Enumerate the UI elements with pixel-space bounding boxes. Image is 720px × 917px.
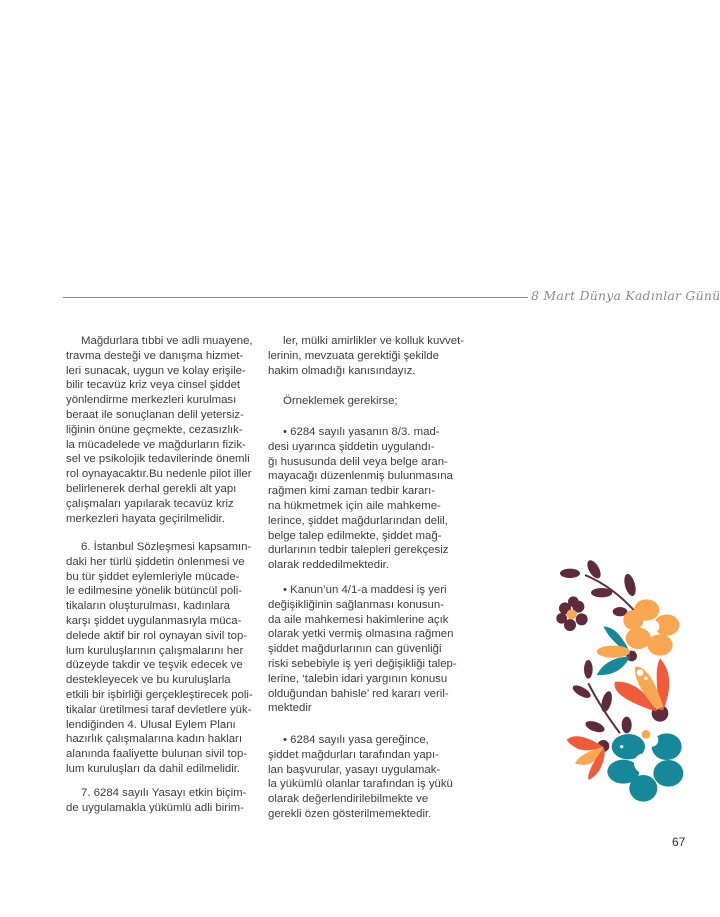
text-line: lerinin, mevzuata gerektiği şekilde <box>268 349 439 362</box>
text-line: çalışmaları yapılarak tecavüz kriz <box>66 497 234 510</box>
teal-orange-bud <box>597 627 630 675</box>
text-line: karşı şiddet uygulanmasıyla müca- <box>66 614 242 627</box>
left-paragraph-2 <box>66 540 253 777</box>
text-line: yönlendirme merkezleri kurulması <box>66 394 237 407</box>
text-line: hazırlık çalışmalarına kadın hakları <box>66 733 242 746</box>
text-line: alanında faaliyette bulunan sivil top- <box>66 748 248 761</box>
header-rule <box>63 297 528 298</box>
right-bullet-1 <box>268 425 453 573</box>
text-line: lerine, ‘talebin idari yargının konusu <box>268 672 448 685</box>
text-line: Örneklemek gerekirse; <box>283 395 398 407</box>
right-bullet-3 <box>268 733 453 822</box>
text-line: rol oynayacaktır.Bu nedenle pilot iller <box>66 468 252 481</box>
text-line: 6. İstanbul Sözleşmesi kapsamın- <box>81 541 252 553</box>
text-line: 7. 6284 sayılı Yasayı etkin biçim- <box>81 787 247 799</box>
text-line: etkili bir işbirliği gerçekleştirecek poli- <box>66 688 253 701</box>
text-line: la yükümlü olanlar tarafından iş yükü <box>268 778 453 791</box>
text-line: belirlenerek derhal gerekli alt yapı <box>66 482 237 495</box>
text-line: Mağdurlara tıbbi ve adli muayene, <box>81 335 253 347</box>
text-line: durlarının tedbir talepleri gerekçesiz <box>268 544 449 557</box>
text-line: la mücadelede ve mağdurların fizik- <box>66 438 246 451</box>
text-line: • Kanun’un 4/1-a maddesi iş yeri <box>283 584 447 596</box>
text-line: daki her türlü şiddetin önlenmesi ve <box>66 555 245 568</box>
text-line: şiddet mağdurları tarafından yapı- <box>268 748 439 761</box>
text-line: bilir tecavüz kriz veya cinsel şiddet <box>66 379 241 392</box>
text-line: olarak reddedilmektedir. <box>268 559 389 572</box>
text-line: belge talep edilmekte, şiddet mağ- <box>268 529 442 542</box>
text-line: riski sebebiyle iş yeri değişikliği talep- <box>268 657 457 670</box>
text-line: merkezleri hayata geçirilmelidir. <box>66 512 225 525</box>
text-line: na hükmetmek için aile mahkeme- <box>268 499 441 512</box>
text-line: delede aktif bir rol oynayan sivil top- <box>66 629 248 642</box>
text-line: lerince, şiddet mağdurlarından delil, <box>268 514 448 527</box>
text-line: ğı hususunda delil veya belge aran- <box>268 455 448 468</box>
text-line: lan başvurular, yasayı uygulamak- <box>268 763 441 776</box>
text-line: lum kuruluşlarının çalışmalarını her <box>66 644 244 657</box>
floral-illustration <box>520 550 700 810</box>
text-line: le edilmesine yönelik bütüncül poli- <box>66 585 243 598</box>
text-line: • 6284 sayılı yasa gereğince, <box>283 734 429 746</box>
text-line: olarak yetki vermiş olmasına rağmen <box>268 628 454 641</box>
left-paragraph-3 <box>66 786 246 816</box>
text-line: düzeyde takdir ve teşvik edecek ve <box>66 659 243 672</box>
text-line: leri sunacak, uygun ve kolay erişile- <box>66 364 246 377</box>
text-line: şiddet mağdurlarının can güvenliği <box>268 643 442 656</box>
text-line: sel ve psikolojik tedavilerinde önemli <box>66 453 250 466</box>
text-line: da aile mahkemesi hakimlerine açık <box>268 613 449 626</box>
text-line: tikalar üretilmesi taraf devletlere yük- <box>66 703 252 716</box>
text-line: • 6284 sayılı yasanın 8/3. mad- <box>283 426 440 438</box>
text-line: olarak değerlendirilebilmekte ve <box>268 793 429 806</box>
text-line: beraat ile sonuçlanan delil yetersiz- <box>66 408 244 421</box>
text-line: bu tür şiddet eylemleriyle mücade- <box>66 570 240 583</box>
right-paragraph-2 <box>268 394 398 409</box>
left-paragraph-1 <box>66 334 253 526</box>
text-line: travma desteği ve danışma hizmet- <box>66 349 244 362</box>
text-line: mektedir <box>268 702 312 715</box>
text-line: liğinin önüne geçmekte, cezasızlık- <box>66 423 243 436</box>
text-line: olduğundan bahisle’ red kararı veril- <box>268 687 449 700</box>
right-bullet-2 <box>268 583 457 716</box>
text-line: de uygulamakla yükümlü adli birim- <box>66 801 244 814</box>
text-line: değişikliğinin sağlanması konusun- <box>268 598 445 611</box>
text-line: destekleyecek ve bu kuruluşlarla <box>66 674 231 687</box>
text-line: tikaların oluşturulması, kadınlara <box>66 600 230 613</box>
text-line: desi uyarınca şiddetin uygulandı- <box>268 440 435 453</box>
text-line: ler, mülki amirlikler ve kolluk kuvvet- <box>283 335 465 347</box>
running-header-title: 8 Mart Dünya Kadınlar Günü <box>531 288 720 303</box>
text-line: hakim olmadığı kanısındayız. <box>268 364 416 377</box>
text-line: mayacağı düzenlenmiş bulunmasına <box>268 470 453 483</box>
right-paragraph-1 <box>268 334 464 378</box>
text-line: lum kuruluşları da dahil edilmelidir. <box>66 762 241 775</box>
text-line: gerekli özen gösterilmemektedir. <box>268 807 432 820</box>
text-line: rağmen kimi zaman tedbir kararı- <box>268 485 436 498</box>
text-line: lendiğinden 4. Ulusal Eylem Planı <box>66 718 236 731</box>
page-number: 67 <box>672 835 686 849</box>
